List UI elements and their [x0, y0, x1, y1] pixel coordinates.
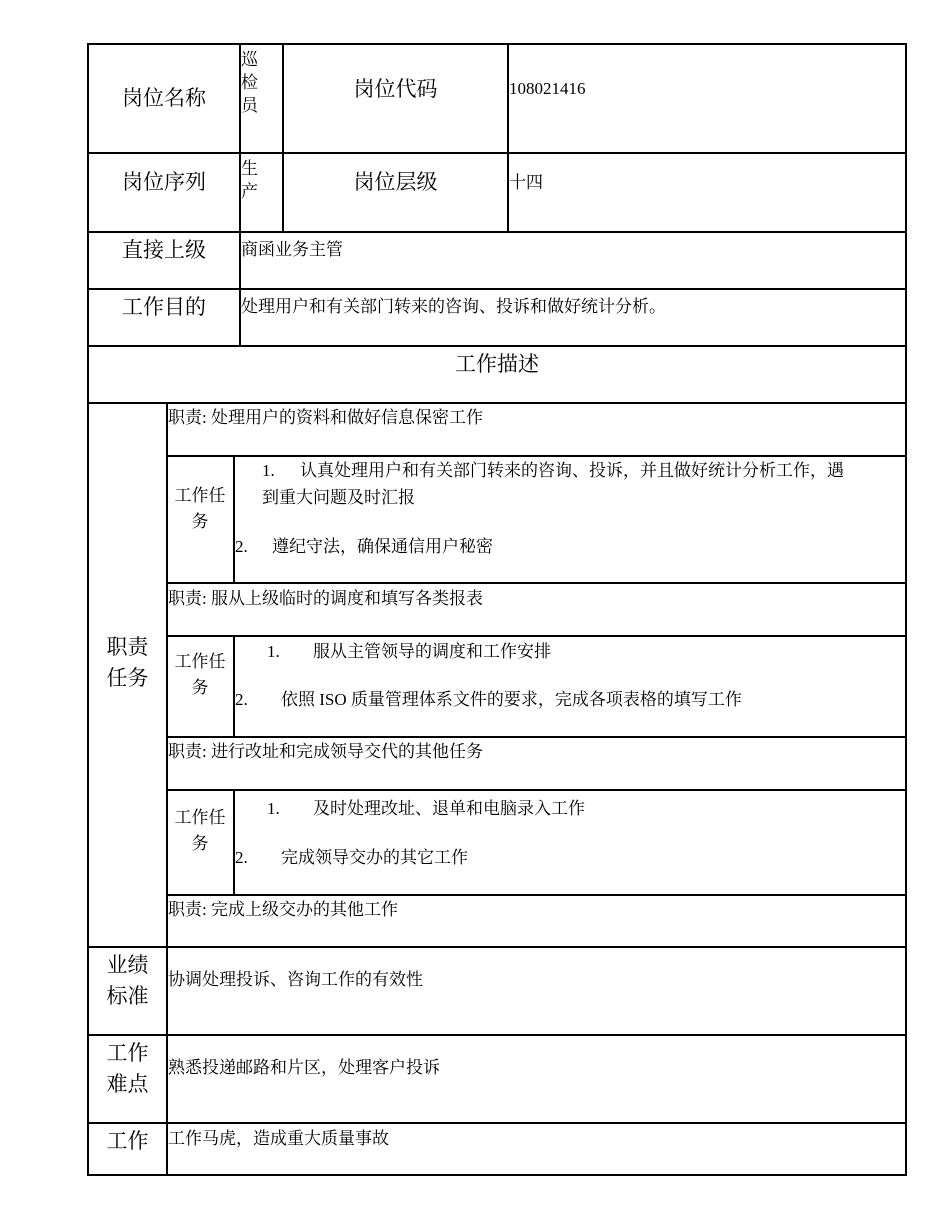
task-text: 认真处理用户和有关部门转来的咨询、投诉，并且做好统计分析工作，遇 [300, 461, 844, 480]
difficulty-label-line: 难点 [106, 1072, 149, 1096]
row-divider [166, 894, 907, 896]
table-border-bottom [87, 1174, 907, 1176]
task-number: 1. [267, 799, 280, 818]
purpose-label: 工作目的 [122, 295, 206, 319]
risk-value: 工作马虎，造成重大质量事故 [168, 1129, 389, 1148]
task-label [168, 649, 232, 701]
task-label [168, 483, 232, 535]
table-border-right [905, 43, 907, 1176]
task-number: 2. [235, 537, 248, 556]
post-code-value: 108021416 [509, 79, 586, 98]
task-text: 完成领导交办的其它工作 [281, 848, 468, 867]
row-divider [87, 1034, 907, 1036]
superior-label: 直接上级 [122, 238, 206, 262]
task-number: 1. [267, 642, 280, 661]
performance-value: 协调处理投诉、咨询工作的有效性 [168, 970, 423, 989]
row-divider [166, 789, 907, 791]
task-number: 1. [262, 461, 275, 480]
task-label-line: 务 [191, 512, 209, 531]
post-level-label: 岗位层级 [353, 170, 438, 194]
row-divider [166, 455, 907, 457]
performance-label [89, 950, 166, 1012]
col-divider [233, 789, 235, 896]
post-name-label: 岗位名称 [122, 86, 206, 110]
duties-label-line: 职责 [106, 635, 149, 659]
duty-title: 职责: 进行改址和完成领导交代的其他任务 [168, 742, 483, 761]
purpose-value: 处理用户和有关部门转来的咨询、投诉和做好统计分析。 [241, 297, 666, 316]
task-label-line: 务 [191, 834, 209, 853]
row-divider [166, 635, 907, 637]
post-level-value: 十四 [509, 173, 543, 192]
task-text: 服从主管领导的调度和工作安排 [313, 642, 551, 661]
duty-title: 职责: 处理用户的资料和做好信息保密工作 [168, 408, 483, 427]
row-divider [87, 946, 907, 948]
duties-label-line: 任务 [106, 666, 149, 690]
col-divider [233, 635, 235, 738]
task-label-line: 工作任 [174, 652, 226, 671]
superior-value: 商函业务主管 [241, 240, 343, 259]
post-series-char: 产 [241, 182, 258, 199]
task-number: 2. [235, 690, 248, 709]
post-series-label: 岗位序列 [122, 170, 206, 194]
task-text: 及时处理改址、退单和电脑录入工作 [313, 799, 585, 818]
difficulty-label [89, 1038, 166, 1100]
duty-title: 职责: 完成上级交办的其他工作 [168, 900, 398, 919]
difficulty-label-line: 工作 [106, 1041, 149, 1065]
task-text: 遵纪守法，确保通信用户秘密 [272, 537, 493, 556]
task-text: 依照 ISO 质量管理体系文件的要求，完成各项表格的填写工作 [281, 690, 742, 709]
row-divider [166, 736, 907, 738]
row-divider [166, 582, 907, 584]
row-divider [87, 1122, 907, 1124]
difficulty-value: 熟悉投递邮路和片区，处理客户投诉 [168, 1058, 440, 1077]
task-label-line: 工作任 [174, 808, 226, 827]
duties-label [89, 630, 166, 696]
post-series-char: 生 [241, 159, 258, 178]
description-title: 工作描述 [455, 352, 539, 376]
post-name-char: 检 [241, 73, 258, 92]
post-name-char: 巡 [241, 50, 258, 69]
col-divider [507, 43, 509, 233]
task-label-line: 务 [191, 678, 209, 697]
task-label [168, 805, 232, 857]
duty-title: 职责: 服从上级临时的调度和填写各类报表 [168, 589, 483, 608]
task-label-line: 工作任 [174, 486, 226, 505]
col-divider [233, 455, 235, 584]
performance-label-line: 标准 [106, 984, 149, 1008]
risk-label: 工作 [106, 1128, 149, 1153]
task-number: 2. [235, 848, 248, 867]
post-series-value [241, 157, 282, 199]
post-name-value [241, 48, 282, 152]
performance-label-line: 业绩 [106, 953, 149, 977]
post-name-char: 员 [241, 96, 258, 115]
row-divider [87, 402, 907, 404]
task-text: 到重大问题及时汇报 [262, 488, 415, 507]
post-code-label: 岗位代码 [353, 77, 438, 101]
